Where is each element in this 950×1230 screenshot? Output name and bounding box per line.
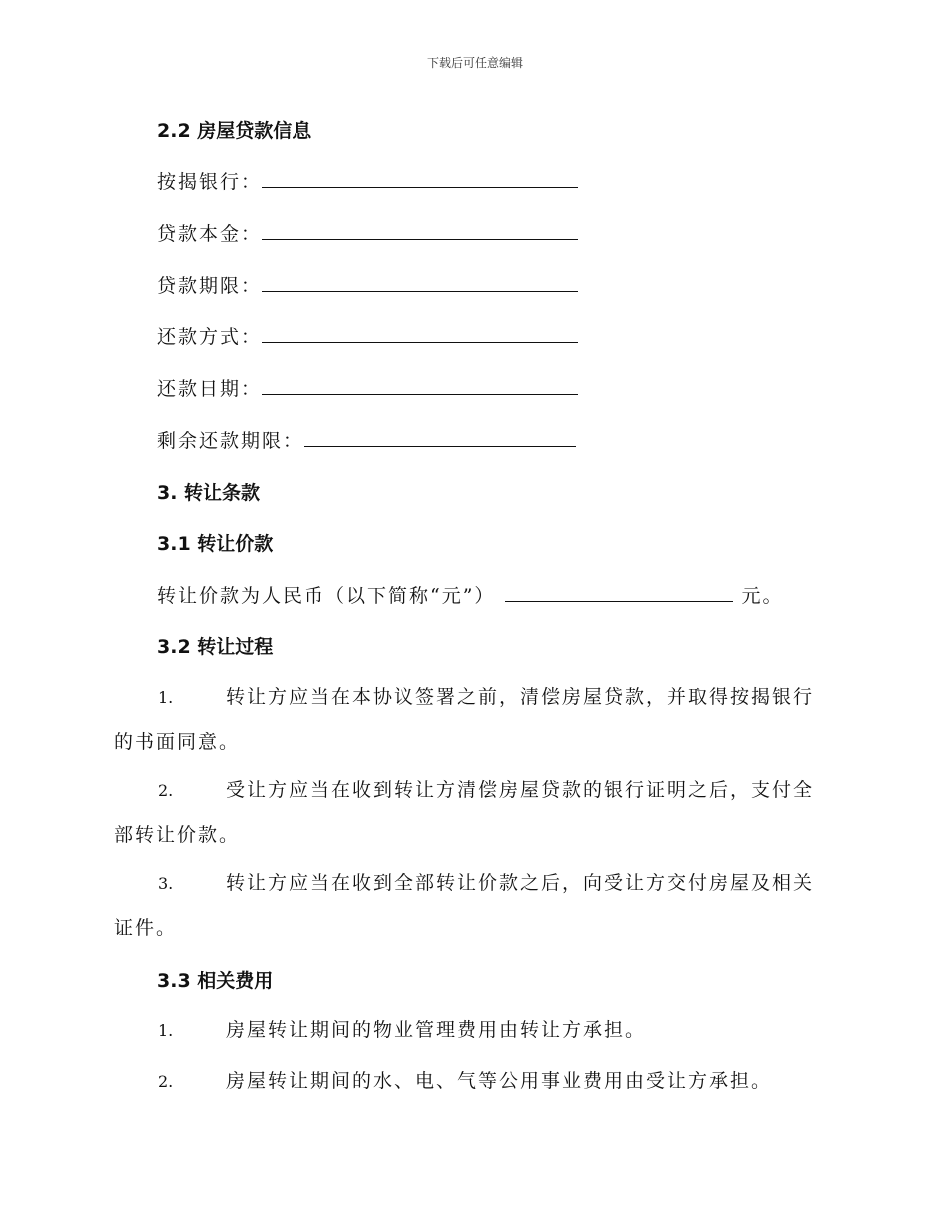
- item-text-line1: 转让方应当在本协议签署之前，清偿房屋贷款，并取得按揭银行: [226, 686, 815, 708]
- fill-blank[interactable]: [262, 374, 578, 395]
- page-header: 下载后可任意编辑: [426, 56, 523, 70]
- fee-item: [114, 1008, 834, 1053]
- field-label: 还款日期：: [157, 378, 263, 400]
- fill-blank[interactable]: [262, 167, 578, 188]
- item-number: 1.: [158, 1021, 174, 1040]
- item-text-line2: 部转让价款。: [114, 824, 241, 846]
- price-text-after: 元。: [741, 585, 784, 607]
- item-text-line1: 转让方应当在收到全部转让价款之后，向受让方交付房屋及相关: [226, 872, 815, 894]
- process-item: [114, 861, 834, 950]
- item-text-line2: 的书面同意。: [114, 731, 241, 753]
- fee-item: [114, 1059, 834, 1104]
- section-heading-transfer-process: 3.2 转让过程: [157, 636, 274, 658]
- field-mortgage-bank: [157, 167, 950, 194]
- field-label: 贷款本金：: [157, 223, 263, 245]
- field-label: 还款方式：: [157, 326, 263, 348]
- field-transfer-price: [157, 581, 950, 608]
- item-text-line1: 受让方应当在收到转让方清偿房屋贷款的银行证明之后，支付全: [226, 779, 815, 801]
- price-fill-blank[interactable]: [505, 581, 733, 602]
- field-remaining-term: [157, 426, 950, 453]
- price-text-before: 转让价款为人民币（以下简称“元”）: [157, 585, 496, 607]
- item-number: 3.: [158, 874, 174, 893]
- item-text: 房屋转让期间的物业管理费用由转让方承担。: [226, 1019, 647, 1041]
- item-number: 2.: [158, 1072, 174, 1091]
- process-item: [114, 768, 834, 857]
- fill-blank[interactable]: [262, 219, 578, 240]
- item-number: 2.: [158, 781, 174, 800]
- field-label: 贷款期限：: [157, 275, 263, 297]
- field-repayment-date: [157, 374, 950, 401]
- field-label: 剩余还款期限：: [157, 430, 305, 452]
- item-text-line2: 证件。: [114, 917, 178, 939]
- field-loan-principal: [157, 219, 950, 246]
- fill-blank[interactable]: [304, 426, 576, 447]
- field-repayment-method: [157, 322, 950, 349]
- section-heading-transfer-price: 3.1 转让价款: [157, 533, 274, 555]
- section-heading-transfer-terms: 3. 转让条款: [157, 482, 261, 504]
- field-loan-term: [157, 271, 950, 298]
- item-text: 房屋转让期间的水、电、气等公用事业费用由受让方承担。: [226, 1070, 773, 1092]
- fill-blank[interactable]: [262, 322, 578, 343]
- section-heading-related-fees: 3.3 相关费用: [157, 970, 274, 992]
- fill-blank[interactable]: [262, 271, 578, 292]
- field-label: 按揭银行：: [157, 171, 263, 193]
- section-heading-loan-info: 2.2 房屋贷款信息: [157, 120, 312, 142]
- process-item: [114, 675, 834, 764]
- item-number: 1.: [158, 688, 174, 707]
